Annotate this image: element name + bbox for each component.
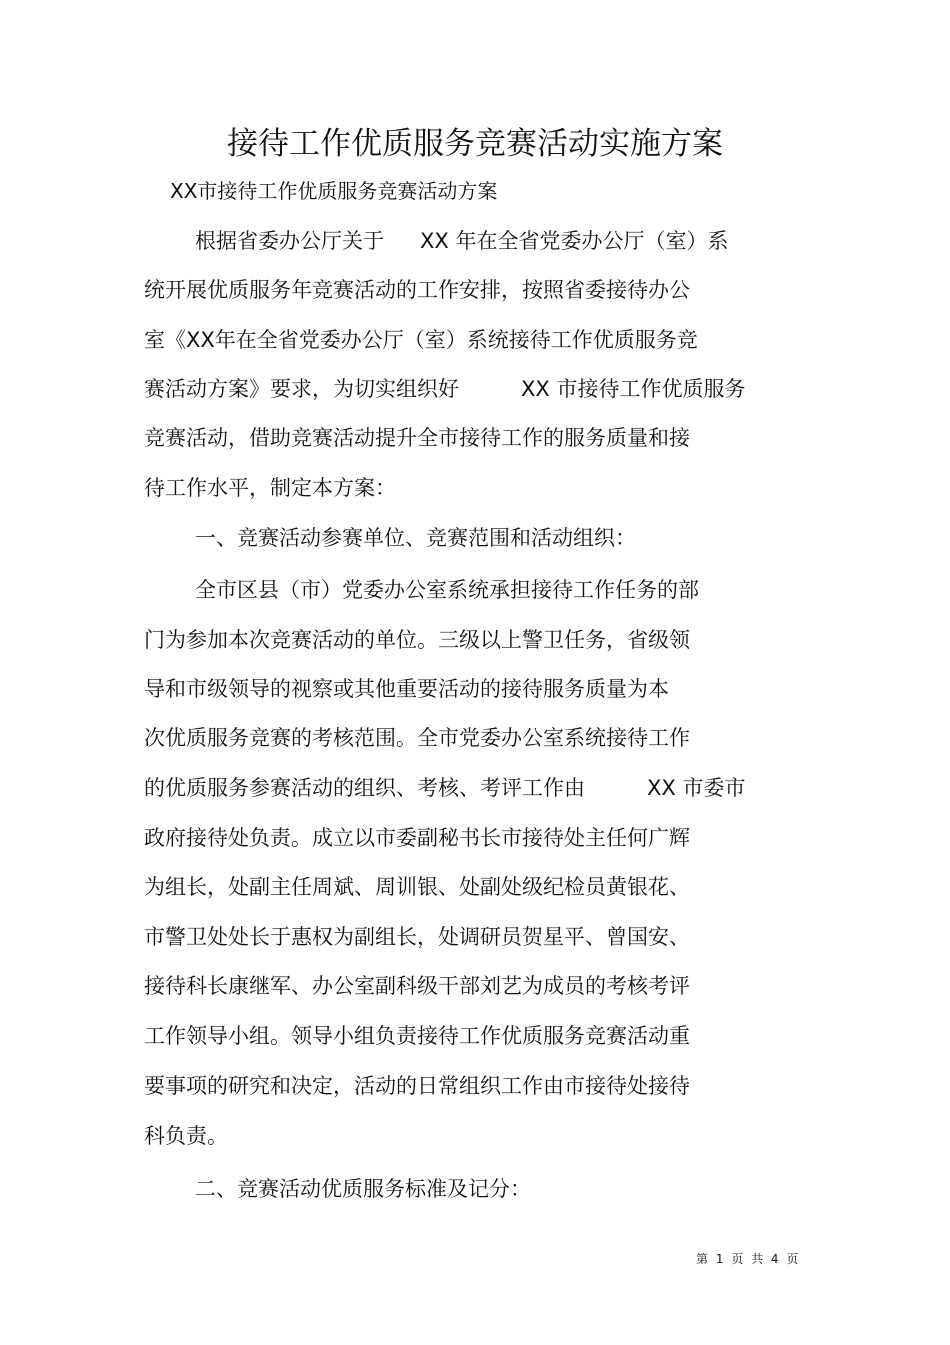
paragraph-line: 全市区县（市）党委办公室系统承担接待工作任务的部 <box>195 578 699 602</box>
document-subtitle: XX市接待工作优质服务竞赛活动方案 <box>170 179 498 203</box>
text-segment: XX 年在全省党委办公厅（室）系 <box>420 229 729 253</box>
text-segment: 根据省委办公厅关于 <box>195 229 384 253</box>
paragraph-line: 要事项的研究和决定，活动的日常组织工作由市接待处接待 <box>144 1074 690 1098</box>
section-heading: 二、竞赛活动优质服务标准及记分： <box>195 1177 531 1201</box>
paragraph-line: 导和市级领导的视察或其他重要活动的接待服务质量为本 <box>144 677 669 701</box>
document-title: 接待工作优质服务竞赛活动实施方案 <box>227 126 723 162</box>
page-number-footer: 第 1 页 共 4 页 <box>696 1252 801 1266</box>
paragraph-line <box>144 772 745 804</box>
section-heading: 一、竞赛活动参赛单位、竞赛范围和活动组织： <box>195 526 636 550</box>
paragraph-line <box>144 373 745 405</box>
paragraph-line: 竞赛活动，借助竞赛活动提升全市接待工作的服务质量和接 <box>144 426 690 450</box>
text-segment: XX 市接待工作优质服务 <box>521 377 746 401</box>
text-segment: XX 市委市 <box>647 776 746 800</box>
paragraph-line: 接待科长康继军、办公室副科级干部刘艺为成员的考核考评 <box>144 974 690 998</box>
text-segment: 赛活动方案》要求，为切实组织好 <box>144 377 459 401</box>
paragraph-line: 工作领导小组。领导小组负责接待工作优质服务竞赛活动重 <box>144 1024 690 1048</box>
paragraph-line: 科负责。 <box>144 1124 228 1148</box>
paragraph-line: 统开展优质服务年竞赛活动的工作安排，按照省委接待办公 <box>144 278 690 302</box>
paragraph-line <box>195 225 728 257</box>
paragraph-line: 次优质服务竞赛的考核范围。全市党委办公室系统接待工作 <box>144 726 690 750</box>
text-segment: 的优质服务参赛活动的组织、考核、考评工作由 <box>144 776 585 800</box>
paragraph-line: 门为参加本次竞赛活动的单位。三级以上警卫任务，省级领 <box>144 628 690 652</box>
paragraph-line: 室《XX年在全省党委办公厅（室）系统接待工作优质服务竞 <box>144 328 698 352</box>
paragraph-line: 待工作水平，制定本方案： <box>144 476 396 500</box>
paragraph-line: 政府接待处负责。成立以市委副秘书长市接待处主任何广辉 <box>144 826 690 850</box>
paragraph-line: 为组长，处副主任周斌、周训银、处副处级纪检员黄银花、 <box>144 875 690 899</box>
paragraph-line: 市警卫处处长于惠权为副组长，处调研员贺星平、曾国安、 <box>144 925 690 949</box>
